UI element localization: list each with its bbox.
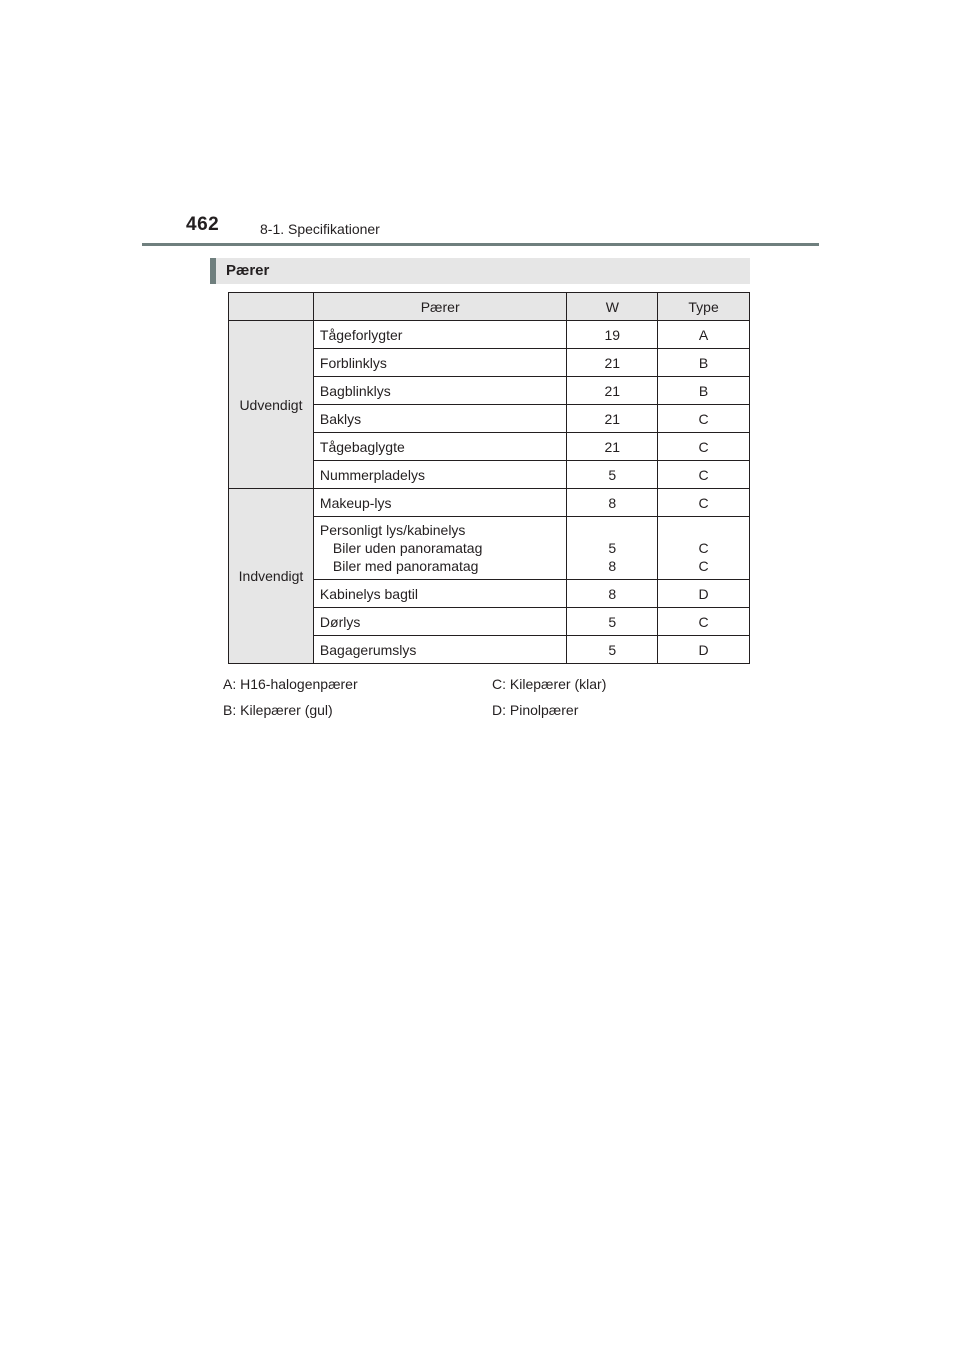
bulb-watt-multi <box>567 517 658 580</box>
bulb-name-multi <box>313 517 567 580</box>
bulb-type: C <box>658 608 750 636</box>
bulb-type: B <box>658 349 750 377</box>
bulb-type: C <box>698 540 709 556</box>
bulb-watt: 21 <box>567 433 658 461</box>
legend-b: B: Kilepærer (gul) <box>223 702 333 718</box>
legend-c: C: Kilepærer (klar) <box>492 676 607 692</box>
bulb-type-multi <box>658 517 750 580</box>
group-exterior: Udvendigt <box>229 321 314 489</box>
bulb-watt: 21 <box>567 405 658 433</box>
bulb-type: D <box>658 580 750 608</box>
bulb-watt: 5 <box>567 636 658 664</box>
bulb-type: C <box>698 558 709 574</box>
bulb-table <box>228 292 750 664</box>
bulb-type: D <box>658 636 750 664</box>
table-row <box>229 321 750 349</box>
bulb-type: C <box>658 433 750 461</box>
bulb-watt: 5 <box>608 540 617 556</box>
section-heading <box>210 258 750 284</box>
bulb-type: C <box>658 489 750 517</box>
bulb-watt: 8 <box>567 489 658 517</box>
bulb-name: Nummerpladelys <box>313 461 567 489</box>
bulb-name: Makeup-lys <box>313 489 567 517</box>
page-number: 462 <box>186 214 220 235</box>
bulb-watt: 8 <box>608 558 617 574</box>
bulb-name: Forblinklys <box>313 349 567 377</box>
bulb-type: B <box>658 377 750 405</box>
header-rule <box>142 243 819 246</box>
legend-a: A: H16-halogenpærer <box>223 676 358 692</box>
bulb-variant: Biler med panoramatag <box>332 558 479 574</box>
bulb-watt: 21 <box>567 349 658 377</box>
bulb-name: Dørlys <box>313 608 567 636</box>
bulb-variant: Biler uden panoramatag <box>332 540 483 556</box>
bulb-name: Personligt lys/kabinelys <box>319 522 466 538</box>
bulb-name: Tågebaglygte <box>313 433 567 461</box>
column-header-group <box>229 293 314 321</box>
bulb-name: Baklys <box>313 405 567 433</box>
column-header-watt: W <box>567 293 658 321</box>
section-heading-text: Pærer <box>226 262 270 279</box>
group-interior: Indvendigt <box>229 489 314 664</box>
section-label: 8-1. Specifikationer <box>260 221 380 237</box>
bulb-watt: 8 <box>567 580 658 608</box>
bulb-type: C <box>658 405 750 433</box>
bulb-name: Kabinelys bagtil <box>313 580 567 608</box>
bulb-watt: 5 <box>567 461 658 489</box>
bulb-type: C <box>658 461 750 489</box>
bulb-name: Bagblinklys <box>313 377 567 405</box>
bulb-name: Tågeforlygter <box>313 321 567 349</box>
table-header-row <box>229 293 750 321</box>
bulb-type: A <box>658 321 750 349</box>
bulb-watt: 5 <box>567 608 658 636</box>
bulb-name: Bagagerumslys <box>313 636 567 664</box>
legend-d: D: Pinolpærer <box>492 702 579 718</box>
column-header-bulbs: Pærer <box>313 293 567 321</box>
table-row <box>229 489 750 517</box>
bulb-watt: 21 <box>567 377 658 405</box>
bulb-watt: 19 <box>567 321 658 349</box>
column-header-type: Type <box>658 293 750 321</box>
